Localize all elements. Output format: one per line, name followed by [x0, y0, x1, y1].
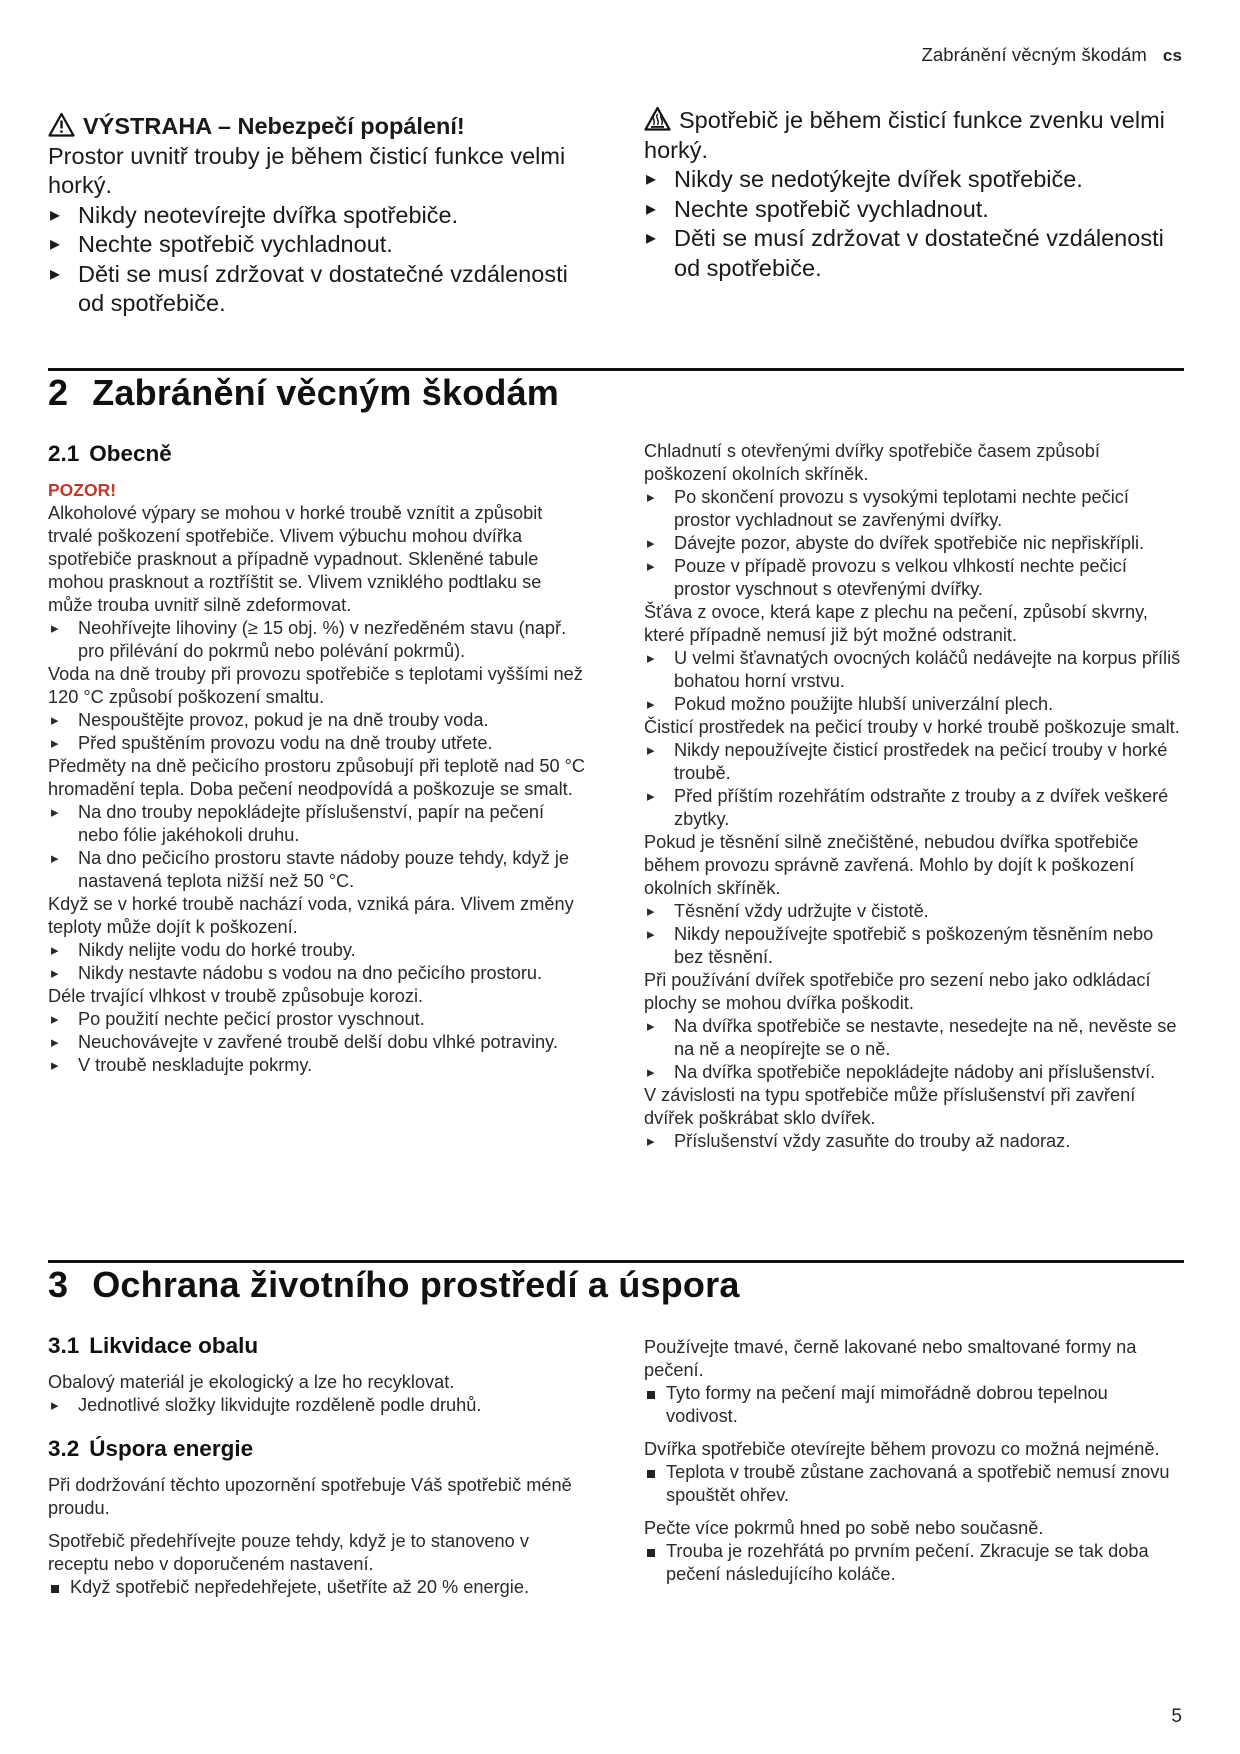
warning-triangle-icon [48, 112, 75, 137]
paragraph: Šťáva z ovoce, která kape z plechu na pečení, způsobí skvrny, které případně nemusí již být možné odstranit. [644, 602, 1148, 645]
section-divider [48, 368, 1184, 371]
bullet-list [644, 1130, 1184, 1153]
list-item: ▸ Na dno trouby nepokládejte příslušenství, papír na pečení nebo fólie jakéhokoli druhu. [48, 801, 588, 847]
list-item: ▸ Před spuštěním provozu vodu na dně trouby utřete. [48, 732, 588, 755]
section3-right-column [644, 1336, 1184, 1586]
list-item: Trouba je rozehřátá po prvním pečení. Zkracuje se tak doba pečení následujícího koláče. [644, 1540, 1184, 1586]
list-item: ▸ Nikdy nepoužívejte čisticí prostředek na pečicí trouby v horké troubě. [644, 739, 1184, 785]
section-title: Ochrana životního prostředí a úspora [92, 1264, 740, 1305]
list-item: ▸ Pouze v případě provozu s velkou vlhkostí nechte pečicí prostor vyschnout s otevřenými dvířky. [644, 555, 1184, 601]
bullet-list [644, 1382, 1184, 1428]
bullet-list [644, 1015, 1184, 1084]
warning-text: Spotřebič je během čisticí funkce zvenku velmi horký. [644, 107, 1165, 163]
list-item: ▸ Neohřívejte lihoviny (≥ 15 obj. %) v nezředěném stavu (např. pro přilévání do pokrmů nebo polévání pokrmů). [48, 617, 588, 663]
subsection-title: Úspora energie [89, 1436, 254, 1461]
paragraph: Pečte více pokrmů hned po sobě nebo současně. [644, 1518, 1044, 1538]
hot-surface-warning-icon [644, 106, 671, 131]
list-item: ▸ Nikdy nepoužívejte spotřebič s poškozeným těsněním nebo bez těsnění. [644, 923, 1184, 969]
section-number: 2 [48, 372, 69, 413]
list-item: ▸ Jednotlivé složky likvidujte rozděleně podle druhů. [48, 1394, 588, 1417]
paragraph: Používejte tmavé, černě lakované nebo smaltované formy na pečení. [644, 1337, 1137, 1380]
paragraph: Chladnutí s otevřenými dvířky spotřebiče časem způsobí poškození okolních skříněk. [644, 441, 1100, 484]
subsection-heading [48, 1437, 588, 1460]
warning-list [48, 201, 588, 319]
warning-title: VÝSTRAHA – Nebezpečí popálení! [83, 113, 465, 139]
bullet-list [644, 1461, 1184, 1507]
list-item: ▸ Na dvířka spotřebiče nepokládejte nádoby ani příslušenství. [644, 1061, 1184, 1084]
subsection-heading [48, 442, 588, 465]
bullet-list [644, 739, 1184, 831]
caution-label: POZOR! [48, 480, 117, 500]
section-number: 3 [48, 1264, 69, 1305]
list-item: ▸ Nikdy neotevírejte dvířka spotřebiče. [48, 201, 588, 231]
subsection-number: 3.1 [48, 1333, 80, 1358]
list-item: ▸ Nespouštějte provoz, pokud je na dně trouby voda. [48, 709, 588, 732]
list-item: ▸ Na dno pečicího prostoru stavte nádoby pouze tehdy, když je nastavená teplota nižší než 50 °C. [48, 847, 588, 893]
bullet-list [48, 1394, 588, 1417]
subsection-title: Obecně [89, 441, 172, 466]
paragraph: Když se v horké troubě nachází voda, vzniká pára. Vlivem změny teploty může dojít k poškození. [48, 894, 574, 937]
paragraph: Alkoholové výpary se mohou v horké troubě vznítit a způsobit trvalé poškození spotřebiče. Vlivem výbuchu mohou dvířka spotřebiče prasknout a případně vypadnout. Skleněné tabule mohou prasknout a roztříštit se. Vlivem vzniklého podtlaku se může trouba uvnitř silně zdeformovat. [48, 503, 543, 615]
bullet-list [48, 709, 588, 755]
subsection-title: Likvidace obalu [89, 1333, 259, 1358]
list-item: ▸ Příslušenství vždy zasuňte do trouby až nadoraz. [644, 1130, 1184, 1153]
bullet-list [644, 486, 1184, 601]
running-header [921, 44, 1182, 66]
list-item: ▸ Těsnění vždy udržujte v čistotě. [644, 900, 1184, 923]
paragraph: Déle trvající vlhkost v troubě způsobuje korozi. [48, 986, 424, 1006]
paragraph: Dvířka spotřebiče otevírejte během provozu co možná nejméně. [644, 1439, 1160, 1459]
bullet-list [48, 1008, 588, 1077]
section3-left-column [48, 1334, 588, 1599]
warning-block-left [48, 112, 588, 319]
list-item: ▸ Děti se musí zdržovat v dostatečné vzdálenosti od spotřebiče. [48, 260, 588, 319]
list-item: ▸ Pokud možno použijte hlubší univerzální plech. [644, 693, 1184, 716]
list-item: ▸ Na dvířka spotřebiče se nestavte, nesedejte na ně, nevěste se na ně a neopírejte se o ně. [644, 1015, 1184, 1061]
subsection-heading [48, 1334, 588, 1357]
bullet-list [48, 1576, 588, 1599]
list-item: ▸ Po použití nechte pečicí prostor vyschnout. [48, 1008, 588, 1031]
section2-right-column [644, 440, 1184, 1153]
warning-list [644, 165, 1184, 283]
paragraph: Čisticí prostředek na pečicí trouby v horké troubě poškozuje smalt. [644, 717, 1180, 737]
running-header-title: Zabránění věcným škodám [921, 44, 1147, 65]
paragraph: Při používání dvířek spotřebiče pro sezení nebo jako odkládací plochy se mohou dvířka poškodit. [644, 970, 1151, 1013]
subsection-number: 3.2 [48, 1436, 80, 1461]
list-item: ▸ Po skončení provozu s vysokými teplotami nechte pečicí prostor vychladnout se zavřenými dvířky. [644, 486, 1184, 532]
list-item: ▸ Neuchovávejte v zavřené troubě delší dobu vlhké potraviny. [48, 1031, 588, 1054]
bullet-list [644, 647, 1184, 716]
list-item: Tyto formy na pečení mají mimořádně dobrou tepelnou vodivost. [644, 1382, 1184, 1428]
paragraph: Spotřebič předehřívejte pouze tehdy, když je to stanoveno v receptu nebo v doporučeném nastavení. [48, 1531, 529, 1574]
section-divider [48, 1260, 1184, 1263]
bullet-list [48, 939, 588, 985]
section-title: Zabránění věcným škodám [92, 372, 560, 413]
section-heading [48, 372, 559, 414]
section-heading [48, 1264, 740, 1306]
subsection-number: 2.1 [48, 441, 80, 466]
list-item: ▸ Nikdy nelijte vodu do horké trouby. [48, 939, 588, 962]
bullet-list [48, 801, 588, 893]
list-item: Když spotřebič nepředehřejete, ušetříte až 20 % energie. [48, 1576, 588, 1599]
paragraph: Při dodržování těchto upozornění spotřebuje Váš spotřebič méně proudu. [48, 1475, 572, 1518]
paragraph: Obalový materiál je ekologický a lze ho recyklovat. [48, 1372, 455, 1392]
bullet-list [644, 900, 1184, 969]
bullet-list [644, 1540, 1184, 1586]
list-item: ▸ Nikdy se nedotýkejte dvířek spotřebiče. [644, 165, 1184, 195]
list-item: ▸ Nechte spotřebič vychladnout. [48, 230, 588, 260]
warning-block-right [644, 106, 1184, 283]
list-item: ▸ Nechte spotřebič vychladnout. [644, 195, 1184, 225]
list-item: ▸ Děti se musí zdržovat v dostatečné vzdálenosti od spotřebiče. [644, 224, 1184, 283]
list-item: ▸ V troubě neskladujte pokrmy. [48, 1054, 588, 1077]
section2-left-column [48, 442, 588, 1077]
list-item: Teplota v troubě zůstane zachovaná a spotřebič nemusí znovu spouštět ohřev. [644, 1461, 1184, 1507]
list-item: ▸ Nikdy nestavte nádobu s vodou na dno pečicího prostoru. [48, 962, 588, 985]
page-number: 5 [1171, 1706, 1182, 1727]
list-item: ▸ U velmi šťavnatých ovocných koláčů nedávejte na korpus příliš bohatou horní vrstvu. [644, 647, 1184, 693]
paragraph: Pokud je těsnění silně znečištěné, nebudou dvířka spotřebiče během provozu správně zavřená. Mohlo by dojít k poškození okolních skříněk. [644, 832, 1139, 898]
language-code: cs [1162, 46, 1182, 65]
bullet-list [48, 617, 588, 663]
paragraph: Předměty na dně pečicího prostoru způsobují při teplotě nad 50 °C hromadění tepla. Doba pečení neodpovídá a poškozuje se smalt. [48, 756, 586, 799]
list-item: ▸ Dávejte pozor, abyste do dvířek spotřebiče nic nepřiskřípli. [644, 532, 1184, 555]
list-item: ▸ Před příštím rozehřátím odstraňte z trouby a z dvířek veškeré zbytky. [644, 785, 1184, 831]
paragraph: Voda na dně trouby při provozu spotřebiče s teplotami vyššími než 120 °C způsobí poškození smaltu. [48, 664, 583, 707]
warning-text: Prostor uvnitř trouby je během čisticí funkce velmi horký. [48, 142, 566, 198]
paragraph: V závislosti na typu spotřebiče může příslušenství při zavření dvířek poškrábat sklo dvířek. [644, 1085, 1136, 1128]
